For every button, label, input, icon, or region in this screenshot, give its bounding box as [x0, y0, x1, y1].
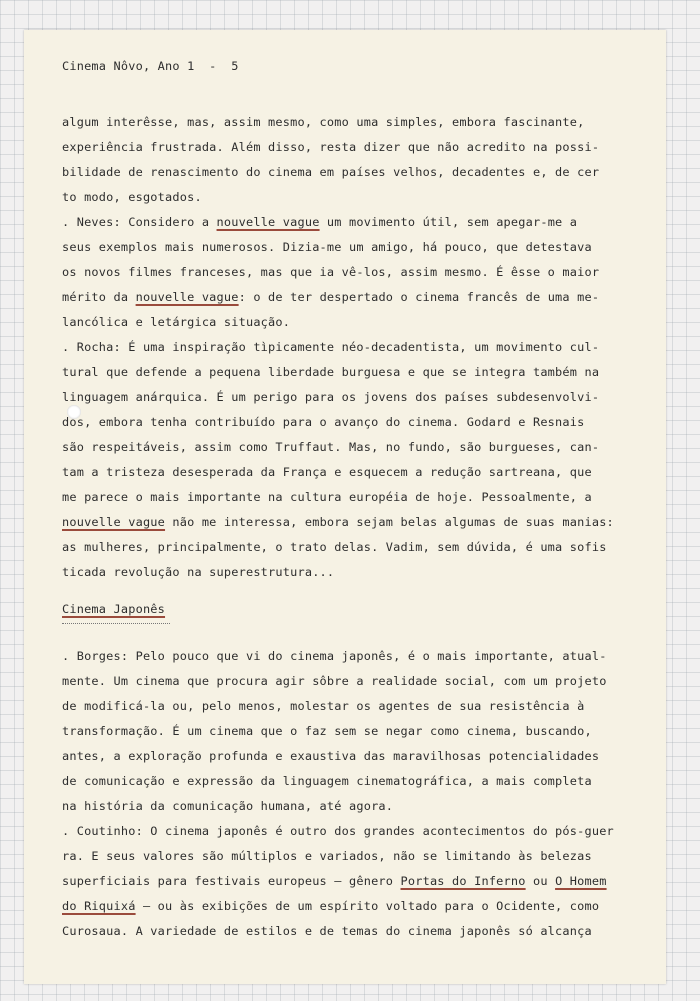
underlined-title: do Riquixá	[62, 899, 136, 913]
text-segment: . Rocha: É uma inspiração tìpicamente néo-decadentista, um movimento cul-	[62, 340, 600, 354]
text-line	[62, 873, 607, 889]
text-segment: transformação. É um cinema que o faz sem se negar como cinema, buscando,	[62, 724, 592, 738]
underlined-title: O Homem	[555, 874, 607, 888]
text-line	[62, 898, 599, 914]
text-segment: ticada revolução na superestrutura...	[62, 565, 335, 579]
text-segment: tam a tristeza desesperada da França e esquecem a redução sartreana, que	[62, 465, 592, 479]
text-line	[62, 489, 592, 505]
underlined-title: Portas do Inferno	[400, 874, 526, 888]
text-segment: tural que defende a pequena liberdade burguesa e que se integra também na	[62, 365, 600, 379]
text-line	[62, 414, 584, 430]
text-segment: to modo, esgotados.	[62, 190, 202, 204]
section-heading-rule	[62, 623, 170, 624]
text-line	[62, 164, 599, 180]
text-segment: dos, embora tenha contribuído para o avanço do cinema. Godard e Resnais	[62, 415, 585, 429]
text-line	[62, 364, 599, 380]
text-segment: . Coutinho: O cinema japonês é outro dos grandes acontecimentos do pós-guer	[62, 824, 614, 838]
text-line	[62, 564, 334, 580]
text-line	[62, 673, 607, 689]
text-segment: um movimento útil, sem apegar-me a	[319, 215, 578, 229]
text-line	[62, 389, 599, 405]
text-segment: ra. E seus valores são múltiplos e variados, não se limitando às belezas	[62, 849, 592, 863]
text-segment: superficiais para festivais europeus — gênero	[62, 874, 401, 888]
text-segment: me parece o mais importante na cultura européia de hoje. Pessoalmente, a	[62, 490, 592, 504]
text-segment: antes, a exploração profunda e exaustiva das maravilhosas potencialidades	[62, 749, 600, 763]
text-segment: ou	[525, 874, 556, 888]
text-line	[62, 698, 584, 714]
section-heading	[62, 601, 165, 617]
text-segment: : o de ter despertado o cinema francês de uma me-	[238, 290, 600, 304]
text-segment: são respeitáveis, assim como Truffaut. Mas, no fundo, são burgueses, can-	[62, 440, 600, 454]
section-heading-text: Cinema Japonês	[62, 602, 166, 616]
text-segment: linguagem anárquica. É um perigo para os jovens dos países subdesenvolvi-	[62, 390, 600, 404]
text-segment: na história da comunicação humana, até agora.	[62, 799, 394, 813]
text-line	[62, 648, 607, 664]
text-line	[62, 823, 614, 839]
text-line	[62, 239, 592, 255]
text-line	[62, 539, 607, 555]
text-line	[62, 139, 599, 155]
text-segment: — ou às exibições de um espírito voltado para o Ocidente, como	[135, 899, 600, 913]
text-line	[62, 439, 599, 455]
text-segment: mente. Um cinema que procura agir sôbre a realidade social, com um projeto	[62, 674, 607, 688]
text-segment: bilidade de renascimento do cinema em países velhos, decadentes e, de cer	[62, 165, 600, 179]
text-line	[62, 264, 599, 280]
text-line	[62, 773, 592, 789]
text-line	[62, 339, 599, 355]
text-line	[62, 464, 592, 480]
page-header: Cinema Nôvo, Ano 1 - 5	[62, 59, 239, 73]
text-line	[62, 723, 592, 739]
text-line	[62, 514, 614, 530]
text-segment: as mulheres, principalmente, o trato delas. Vadim, sem dúvida, é uma sofis	[62, 540, 607, 554]
text-segment: mérito da	[62, 290, 136, 304]
text-line	[62, 314, 290, 330]
text-segment: seus exemplos mais numerosos. Dizia-me um amigo, há pouco, que detestava	[62, 240, 592, 254]
text-line	[62, 923, 592, 939]
text-segment: de comunicação e expressão da linguagem cinematográfica, a mais completa	[62, 774, 592, 788]
underlined-title: nouvelle vague	[216, 215, 320, 229]
text-line	[62, 189, 202, 205]
text-line	[62, 848, 592, 864]
text-segment: algum interêsse, mas, assim mesmo, como uma simples, embora fascinante,	[62, 115, 585, 129]
text-segment: lancólica e letárgica situação.	[62, 315, 291, 329]
text-line	[62, 748, 599, 764]
text-segment: não me interessa, embora sejam belas algumas de suas manias:	[165, 515, 614, 529]
text-line	[62, 114, 584, 130]
text-segment: . Neves: Considero a	[62, 215, 217, 229]
text-segment: Curosaua. A variedade de estilos e de temas do cinema japonês só alcança	[62, 924, 592, 938]
underlined-title: nouvelle vague	[62, 515, 166, 529]
underlined-title: nouvelle vague	[135, 290, 239, 304]
text-line	[62, 289, 599, 305]
text-line	[62, 214, 577, 230]
text-segment: os novos filmes franceses, mas que ia vê-los, assim mesmo. É êsse o maior	[62, 265, 600, 279]
text-segment: experiência frustrada. Além disso, resta dizer que não acredito na possi-	[62, 140, 600, 154]
text-line	[62, 798, 393, 814]
text-segment: . Borges: Pelo pouco que vi do cinema japonês, é o mais importante, atual-	[62, 649, 607, 663]
text-segment: de modificá-la ou, pelo menos, molestar os agentes de sua resistência à	[62, 699, 585, 713]
